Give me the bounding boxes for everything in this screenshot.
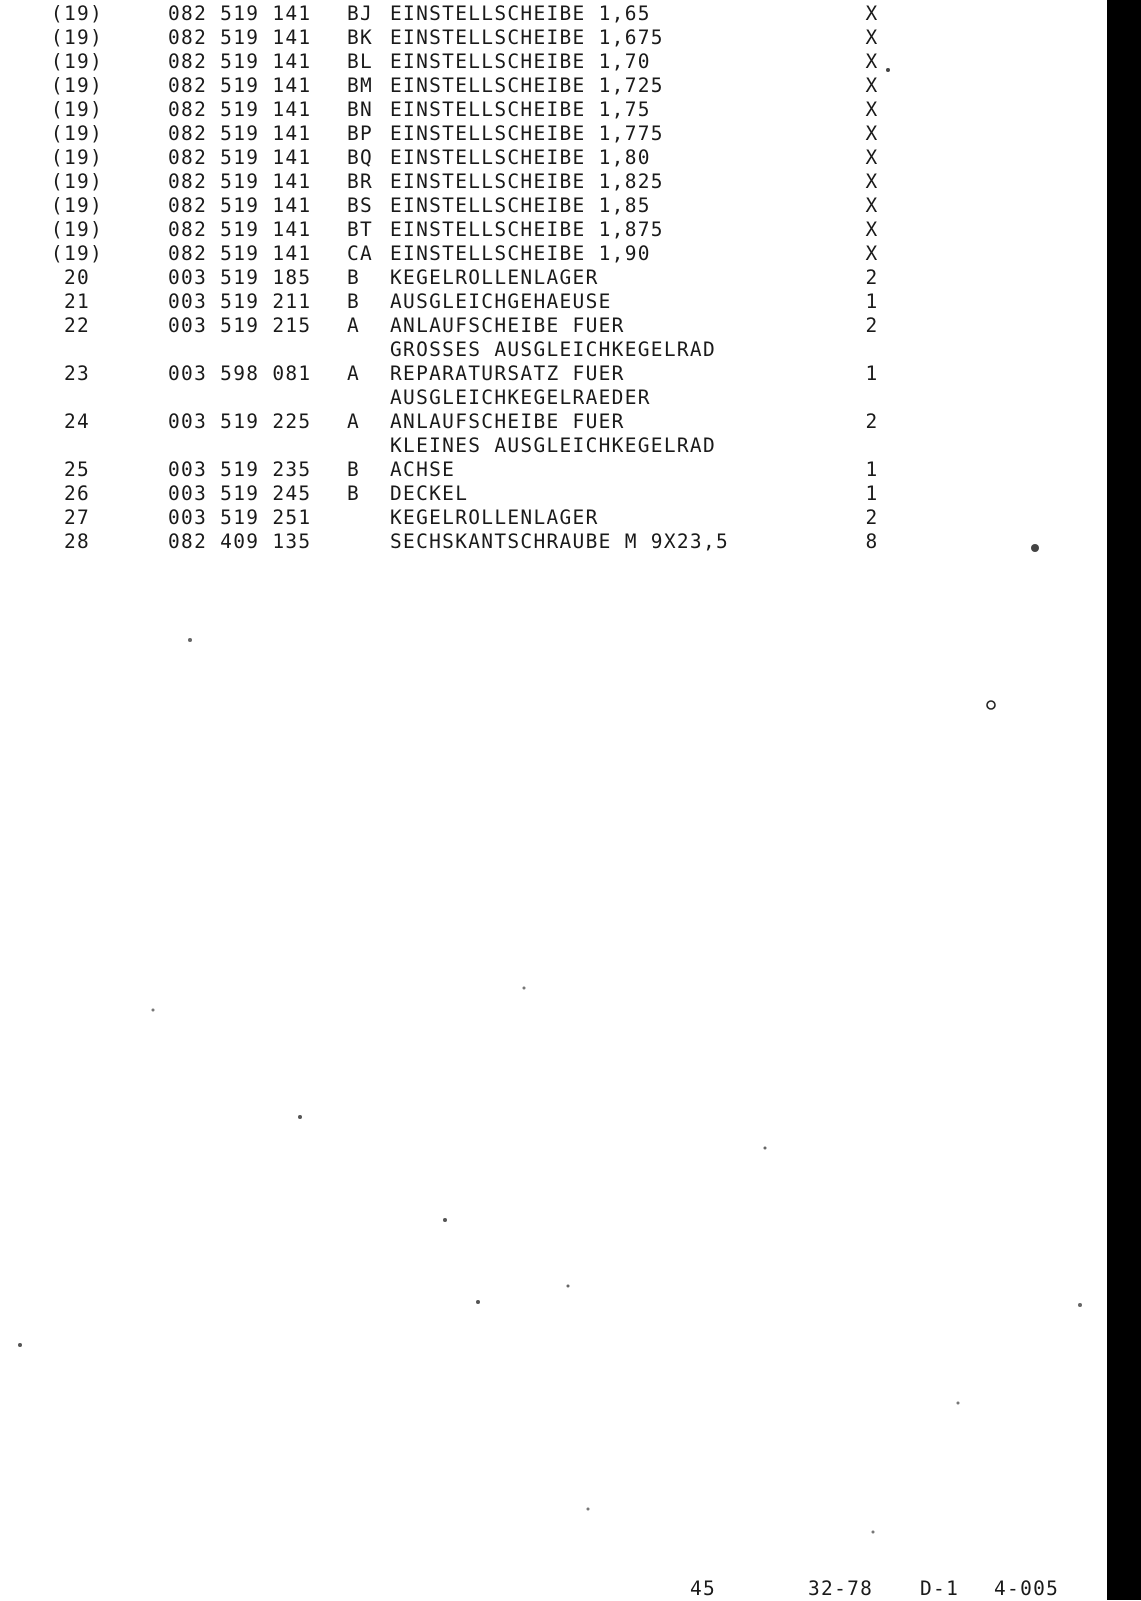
part-quantity: X	[865, 242, 879, 265]
part-position: (19)	[50, 218, 104, 241]
part-description: GROSSES AUSGLEICHKEGELRAD	[390, 338, 716, 361]
part-number: 082 519 141	[168, 218, 312, 241]
part-description: SECHSKANTSCHRAUBE M 9X23,5	[390, 530, 730, 553]
part-number: 082 519 141	[168, 26, 312, 49]
part-number: 082 519 141	[168, 50, 312, 73]
part-description: DECKEL	[390, 482, 469, 505]
part-suffix: BS	[347, 194, 374, 217]
part-description: EINSTELLSCHEIBE 1,80	[390, 146, 651, 169]
part-position: 24	[63, 410, 91, 433]
part-suffix: BK	[347, 26, 374, 49]
part-position: 26	[63, 482, 91, 505]
part-number: 003 519 245	[168, 482, 312, 505]
part-position: (19)	[50, 122, 104, 145]
part-quantity: X	[865, 2, 879, 25]
part-number: 082 519 141	[168, 98, 312, 121]
part-position: (19)	[50, 242, 104, 265]
part-number: 082 519 141	[168, 122, 312, 145]
part-quantity: X	[865, 218, 879, 241]
part-quantity: 8	[865, 530, 879, 553]
part-description: ANLAUFSCHEIBE FUER	[390, 410, 625, 433]
part-position: (19)	[50, 2, 104, 25]
section-code: D-1	[920, 1577, 960, 1600]
part-description: KEGELROLLENLAGER	[390, 506, 599, 529]
part-description: EINSTELLSCHEIBE 1,675	[390, 26, 664, 49]
part-quantity: X	[865, 146, 879, 169]
part-quantity: 1	[865, 458, 879, 481]
part-number: 082 409 135	[168, 530, 312, 553]
part-number: 003 519 235	[168, 458, 312, 481]
part-description: AUSGLEICHGEHAEUSE	[390, 290, 612, 313]
part-quantity: 2	[865, 410, 879, 433]
part-position: 20	[63, 266, 91, 289]
print-date: 32-78	[808, 1577, 874, 1600]
part-suffix: CA	[347, 242, 374, 265]
part-position: 25	[63, 458, 91, 481]
part-suffix: BR	[347, 170, 374, 193]
part-number: 082 519 141	[168, 74, 312, 97]
part-number: 003 519 215	[168, 314, 312, 337]
document-code: 4-005	[994, 1577, 1060, 1600]
part-description: EINSTELLSCHEIBE 1,70	[390, 50, 651, 73]
part-number: 003 519 185	[168, 266, 312, 289]
part-position: 23	[63, 362, 91, 385]
part-position: 27	[63, 506, 91, 529]
part-quantity: X	[865, 170, 879, 193]
part-position: 22	[63, 314, 91, 337]
part-description: KLEINES AUSGLEICHKEGELRAD	[390, 434, 716, 457]
part-description: EINSTELLSCHEIBE 1,85	[390, 194, 651, 217]
part-description: AUSGLEICHKEGELRAEDER	[390, 386, 651, 409]
part-suffix: BJ	[347, 2, 374, 25]
part-number: 082 519 141	[168, 2, 312, 25]
scan-edge-bar	[1107, 0, 1141, 1600]
part-suffix: BL	[347, 50, 374, 73]
part-quantity: X	[865, 98, 879, 121]
part-quantity: 2	[865, 506, 879, 529]
part-quantity: 1	[865, 362, 879, 385]
part-quantity: 1	[865, 290, 879, 313]
part-suffix: A	[347, 362, 361, 385]
part-suffix: BP	[347, 122, 374, 145]
part-number: 082 519 141	[168, 194, 312, 217]
part-number: 003 519 251	[168, 506, 312, 529]
part-suffix: B	[347, 458, 361, 481]
part-number: 082 519 141	[168, 170, 312, 193]
part-description: KEGELROLLENLAGER	[390, 266, 599, 289]
part-suffix: B	[347, 482, 361, 505]
part-position: (19)	[50, 98, 104, 121]
part-suffix: BN	[347, 98, 374, 121]
part-quantity: X	[865, 122, 879, 145]
part-description: EINSTELLSCHEIBE 1,725	[390, 74, 664, 97]
part-quantity: 2	[865, 314, 879, 337]
part-description: EINSTELLSCHEIBE 1,825	[390, 170, 664, 193]
page-number: 45	[690, 1577, 717, 1600]
part-number: 003 519 225	[168, 410, 312, 433]
part-quantity: 2	[865, 266, 879, 289]
part-position: (19)	[50, 74, 104, 97]
part-number: 003 519 211	[168, 290, 312, 313]
part-position: (19)	[50, 26, 104, 49]
part-quantity: X	[865, 74, 879, 97]
part-description: ANLAUFSCHEIBE FUER	[390, 314, 625, 337]
part-description: EINSTELLSCHEIBE 1,75	[390, 98, 651, 121]
part-quantity: X	[865, 194, 879, 217]
part-position: 28	[63, 530, 91, 553]
part-suffix: BT	[347, 218, 374, 241]
part-description: EINSTELLSCHEIBE 1,65	[390, 2, 651, 25]
part-description: EINSTELLSCHEIBE 1,90	[390, 242, 651, 265]
part-description: REPARATURSATZ FUER	[390, 362, 625, 385]
part-position: (19)	[50, 194, 104, 217]
part-position: (19)	[50, 170, 104, 193]
part-suffix: B	[347, 290, 361, 313]
part-suffix: BM	[347, 74, 374, 97]
part-quantity: 1	[865, 482, 879, 505]
part-description: ACHSE	[390, 458, 456, 481]
part-suffix: A	[347, 410, 361, 433]
part-position: 21	[63, 290, 91, 313]
part-suffix: A	[347, 314, 361, 337]
part-number: 003 598 081	[168, 362, 312, 385]
part-position: (19)	[50, 50, 104, 73]
part-description: EINSTELLSCHEIBE 1,875	[390, 218, 664, 241]
part-suffix: B	[347, 266, 361, 289]
part-description: EINSTELLSCHEIBE 1,775	[390, 122, 664, 145]
part-number: 082 519 141	[168, 242, 312, 265]
part-number: 082 519 141	[168, 146, 312, 169]
part-position: (19)	[50, 146, 104, 169]
part-quantity: X	[865, 50, 879, 73]
part-quantity: X	[865, 26, 879, 49]
part-suffix: BQ	[347, 146, 374, 169]
